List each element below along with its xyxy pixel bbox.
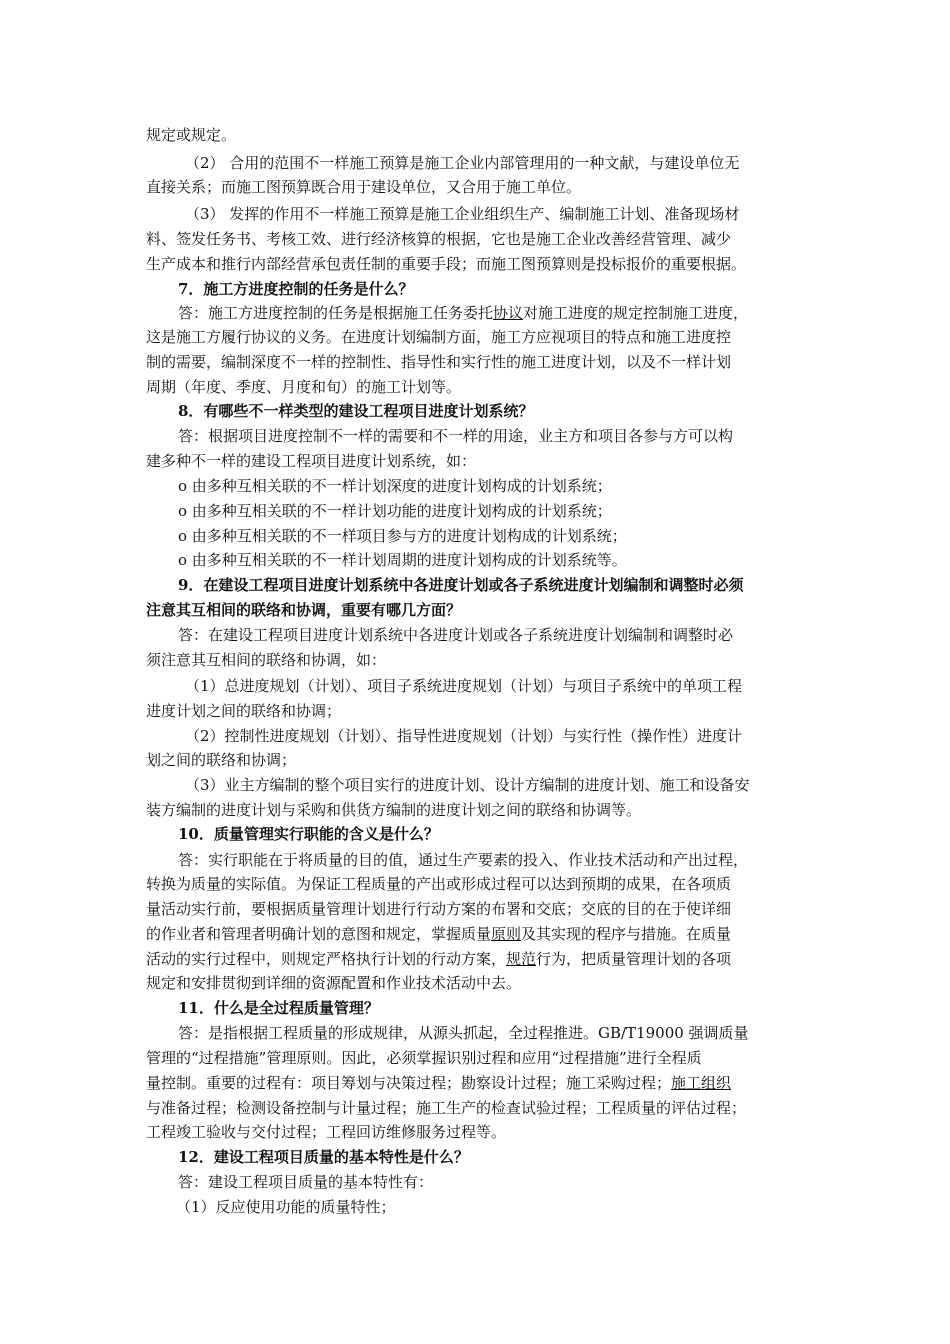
paragraph-line: 答：建设工程项目质量的基本特性有： [178, 1173, 434, 1191]
paragraph-line: 与准备过程；检测设备控制与计量过程；施工生产的检查试验过程；工程质量的评估过程； [146, 1099, 747, 1117]
underlined-link-text: 协议 [493, 304, 524, 322]
list-item: o 由多种互相关联的不一样计划深度的进度计划构成的计划系统； [178, 477, 612, 495]
paragraph-line: （2） 合用的范围不一样施工预算是施工企业内部管理用的一种文献，与建设单位无 [185, 154, 740, 172]
paragraph-line: 建多种不一样的建设工程项目进度计划系统，如： [146, 452, 477, 470]
paragraph-line: （1）反应使用功能的质量特性； [176, 1198, 396, 1216]
paragraph-line: 答：根据项目进度控制不一样的需要和不一样的用途，业主方和项目各参与方可以构 [178, 427, 734, 445]
paragraph-line: 进度计划之间的联络和协调； [146, 702, 342, 720]
underlined-link-text: 施工组织 [671, 1074, 732, 1092]
text-span: 量控制。重要的过程有：项目筹划与决策过程；勘察设计过程；施工采购过程； [146, 1074, 672, 1092]
underlined-link-text: 规范 [506, 950, 537, 968]
paragraph-line: 制的需要，编制深度不一样的控制性、指导性和实行性的施工进度计划，以及不一样计划 [146, 353, 732, 371]
question-heading: 12．建设工程项目质量的基本特性是什么？ [178, 1148, 469, 1166]
question-heading: 8．有哪些不一样类型的建设工程项目进度计划系统？ [178, 402, 534, 420]
paragraph-line [178, 302, 748, 324]
paragraph-line: （3） 发挥的作用不一样施工预算是施工企业组织生产、编制施工计划、准备现场材 [185, 205, 740, 223]
paragraph-line: 管理的“过程措施”管理原则。因此，必须掌握识别过程和应用“过程措施”进行全程质 [146, 1049, 702, 1067]
paragraph-line: 答：是指根据工程质量的形成规律，从源头抓起，全过程推进。GB/T19000 强调质量 [178, 1024, 749, 1042]
paragraph-line: 答：在建设工程项目进度计划系统中各进度计划或各子系统进度计划编制和调整时必 [178, 626, 734, 644]
paragraph-line [146, 923, 731, 945]
question-heading: 7．施工方进度控制的任务是什么？ [178, 280, 414, 298]
paragraph-line [146, 1072, 731, 1094]
paragraph-line: 周期（年度、季度、月度和旬）的施工计划等。 [146, 378, 462, 396]
paragraph-line [146, 948, 731, 970]
paragraph-line: 答：实行职能在于将质量的目的值，通过生产要素的投入、作业技术活动和产出过程， [178, 851, 749, 869]
question-heading: 11．什么是全过程质量管理？ [178, 999, 379, 1017]
list-item: o 由多种互相关联的不一样计划周期的进度计划构成的计划系统等。 [178, 551, 627, 569]
text-span: 的作业者和管理者明确计划的意图和规定，掌握质量 [146, 925, 492, 943]
paragraph-line: 规定或规定。 [146, 126, 237, 144]
paragraph-line: 这是施工方履行协议的义务。在进度计划编制方面，施工方应视项目的特点和施工进度控 [146, 328, 732, 346]
paragraph-line: 划之间的联络和协调； [146, 751, 297, 769]
question-heading: 10．质量管理实行职能的含义是什么？ [178, 825, 439, 843]
text-span: 活动的实行过程中，则规定严格执行计划的行动方案， [146, 950, 507, 968]
paragraph-line: 须注意其互相间的联络和协调，如： [146, 651, 387, 669]
paragraph-line: 直接关系；而施工图预算既合用于建设单位，又合用于施工单位。 [146, 178, 582, 196]
paragraph-line: （2）控制性进度规划（计划）、指导性进度规划（计划）与实行性（操作性）进度计 [185, 727, 743, 745]
paragraph-line: 料、签发任务书、考核工效、进行经济核算的根据，它也是施工企业改善经营管理、减少 [146, 230, 732, 248]
paragraph-line: 工程竣工验收与交付过程；工程回访维修服务过程等。 [146, 1123, 507, 1141]
question-heading: 9．在建设工程项目进度计划系统中各进度计划或各子系统进度计划编制和调整时必须 [178, 576, 744, 594]
text-span: 对施工进度的规定控制施工进度， [523, 304, 749, 322]
paragraph-line: （3）业主方编制的整个项目实行的进度计划、设计方编制的进度计划、施工和设备安 [185, 776, 750, 794]
text-span: 答：施工方进度控制的任务是根据施工任务委托 [178, 304, 494, 322]
paragraph-line: （1）总进度规划（计划）、项目子系统进度规划（计划）与项目子系统中的单项工程 [185, 677, 743, 695]
question-heading: 注意其互相间的联络和协调，重要有哪几方面？ [146, 601, 462, 619]
text-span: 行为，把质量管理计划的各项 [536, 950, 732, 968]
list-item: o 由多种互相关联的不一样项目参与方的进度计划构成的计划系统； [178, 527, 627, 545]
paragraph-line: 转换为质量的实际值。为保证工程质量的产出或形成过程可以达到预期的成果，在各项质 [146, 875, 732, 893]
list-item: o 由多种互相关联的不一样计划功能的进度计划构成的计划系统； [178, 502, 612, 520]
paragraph-line: 生产成本和推行内部经营承包责任制的重要手段；而施工图预算则是投标报价的重要根据。 [146, 255, 747, 273]
text-span: 及其实现的程序与措施。在质量 [521, 925, 732, 943]
paragraph-line: 量活动实行前，要根据质量管理计划进行行动方案的布署和交底；交底的目的在于使详细 [146, 900, 732, 918]
underlined-link-text: 原则 [491, 925, 522, 943]
paragraph-line: 装方编制的进度计划与采购和供货方编制的进度计划之间的联络和协调等。 [146, 801, 642, 819]
paragraph-line: 规定和安排贯彻到详细的资源配置和作业技术活动中去。 [146, 974, 522, 992]
